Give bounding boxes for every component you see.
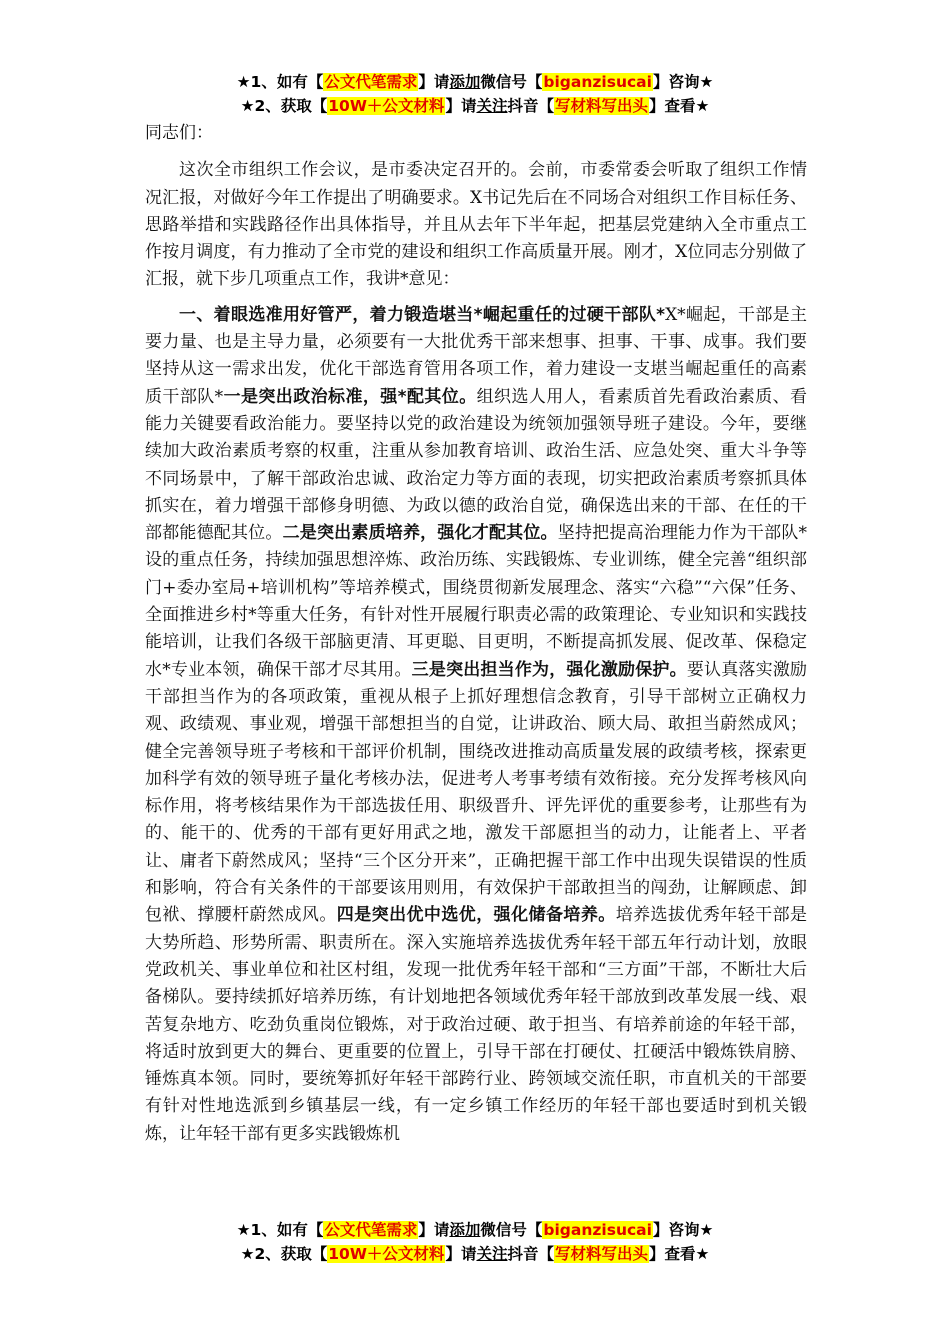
ad-text: 】请 <box>418 1221 450 1239</box>
ad-text: 】咨询★ <box>652 73 714 91</box>
ad-text: 微信号【 <box>480 73 543 91</box>
section-1-heading: 一、着眼选准用好管严，着力锻造堪当*崛起重任的过硬干部队* <box>179 304 666 325</box>
ad-text: 】查看★ <box>649 97 710 115</box>
ad-highlight: 公文代笔需求 <box>324 1221 418 1239</box>
ad-douyin-id: 写材料写出头 <box>554 1245 648 1263</box>
ad-text: 】咨询★ <box>652 1221 714 1239</box>
ad-text: 抖音【 <box>507 97 554 115</box>
speech-body <box>145 120 807 1212</box>
point-1-text: 组织选人用人，看素质首先看政治素质、看能力关键要看政治能力。要坚持以党的政治建设为统领加强领导班子建设。今年，要继续加大政治素质考察的权重，注重从参加教育培训、政治生活、应急处突、重大斗争等不同场景中，了解干部政治忠诚、政治定力等方面的表现，切实把政治素质考察抓具体抓实在，着力增强干部修身明德、为政以德的政治自觉，确保选出来的干部、在任的干部都能德配其位。 <box>145 386 807 544</box>
ad-text: ★1、如有【 <box>236 73 324 91</box>
ad-emphasis: 关注 <box>476 1245 508 1263</box>
point-2-text: 坚持把提高治理能力作为干部队*设的重点任务，持续加强思想淬炼、政治历练、实践锻炼、专业训练，健全完善“组织部门+委办室局+培训机构”等培养模式，围绕贯彻新发展理念、落实“六稳”“六保”任务、全面推进乡村*等重大任务，有针对性开展履行职责必需的政策理论、专业知识和实践技能培训，让我们各级干部脑更清、耳更聪、目更明，不断提高抓发展、促改革、保稳定水*专业本领，确保干部才尽其用。 <box>145 523 807 680</box>
ad-emphasis: 添加 <box>449 1221 481 1239</box>
ad-text: 】请 <box>445 97 477 115</box>
ad-text: 微信号【 <box>480 1221 543 1239</box>
point-4-text: 培养选拔优秀年轻干部是大势所趋、形势所需、职责所在。深入实施培养选拔优秀年轻干部五年行动计划，放眼党政机关、事业单位和社区村组，发现一批优秀年轻干部和“三方面”干部，不断壮大后备梯队。要持续抓好培养历练，有计划地把各领域优秀年轻干部放到改革发展一线、艰苦复杂地方、吃劲负重岗位锻炼，对于政治过硬、敢于担当、有培养前途的年轻干部，将适时放到更大的舞台、更重要的位置上，引导干部在打硬仗、扛硬活中锻炼铁肩膀、锤炼真本领。同时，要统筹抓好年轻干部跨行业、跨领域交流任职，市直机关的干部要有针对性地选派到乡镇基层一线，有一定乡镇工作经历的年轻干部也要适时到机关锻炼，让年轻干部有更多实践锻炼机 <box>145 905 807 1144</box>
point-3-text: 要认真落实激励干部担当作为的各项政策，重视从根子上抓好理想信念教育，引导干部树立正确权力观、政绩观、事业观，增强干部想担当的自觉，让讲政治、顾大局、敢担当蔚然成风；健全完善领导班子考核和干部评价机制，围绕改进推动高质量发展的政绩考核，探索更加科学有效的领导班子量化考核办法，促进考人考事考绩有效衔接。充分发挥考核风向标作用，将考核结果作为干部选拔任用、职级晋升、评先评优的重要参考，让那些有为的、能干的、优秀的干部有更好用武之地，激发干部愿担当的动力，让能者上、平者让、庸者下蔚然成风；坚持“三个区分开来”，正确把握干部工作中出现失误错误的性质和影响，符合有关条件的干部要该用则用，有效保护干部敢担当的闯劲，让解顾虑、卸包袱、撑腰杆蔚然成风。 <box>145 659 807 926</box>
point-1-heading: 一是突出政治标准，强*配其位。 <box>223 386 477 407</box>
intro-paragraph: 这次全市组织工作会议，是市委决定召开的。会前，市委常委会听取了组织工作情况汇报，对做好今年工作提出了明确要求。X书记先后在不同场合对组织工作目标任务、思路举措和实践路径作出具体指导，并且从去年下半年起，把基层党建纳入全市重点工作按月调度，有力推动了全市党的建设和组织工作高质量开展。刚才，X位同志分别做了汇报，就下步几项重点工作，我讲*意见： <box>145 160 807 290</box>
section-1-lead: X*崛起，干部是主要力量、也是主导力量，必须要有一大批优秀干部来想事、担事、干事、成事。我们要坚持从这一需求出发，优化干部选育管用各项工作，着力建设一支堪当崛起重任的高素质干部队* <box>145 304 807 407</box>
ad-wechat-id: biganzisucai <box>543 73 652 91</box>
top-ad-line-1 <box>0 70 950 94</box>
ad-text: ★2、获取【 <box>240 1245 328 1263</box>
ad-text: ★2、获取【 <box>240 97 328 115</box>
section-1-paragraph <box>145 302 807 1148</box>
ad-highlight: 10W＋公文材料 <box>328 1245 445 1263</box>
ad-text: 】查看★ <box>649 1245 710 1263</box>
salutation: 同志们： <box>145 123 213 143</box>
bottom-ad-line-1 <box>0 1218 950 1242</box>
ad-text: ★1、如有【 <box>236 1221 324 1239</box>
point-2-heading: 二是突出素质培养，强化才配其位。 <box>282 523 558 544</box>
ad-text: 抖音【 <box>507 1245 554 1263</box>
ad-text: 】请 <box>418 73 450 91</box>
point-4-heading: 四是突出优中选优，强化储备培养。 <box>336 905 616 926</box>
ad-douyin-id: 写材料写出头 <box>554 97 648 115</box>
ad-wechat-id: biganzisucai <box>543 1221 652 1239</box>
ad-text: 】请 <box>445 1245 477 1263</box>
top-ad-line-2 <box>0 94 950 118</box>
ad-emphasis: 添加 <box>449 73 481 91</box>
ad-highlight: 10W＋公文材料 <box>328 97 445 115</box>
bottom-ad-line-2 <box>0 1242 950 1266</box>
ad-highlight: 公文代笔需求 <box>324 73 418 91</box>
point-3-heading: 三是突出担当作为，强化激励保护。 <box>411 659 687 680</box>
ad-emphasis: 关注 <box>476 97 508 115</box>
